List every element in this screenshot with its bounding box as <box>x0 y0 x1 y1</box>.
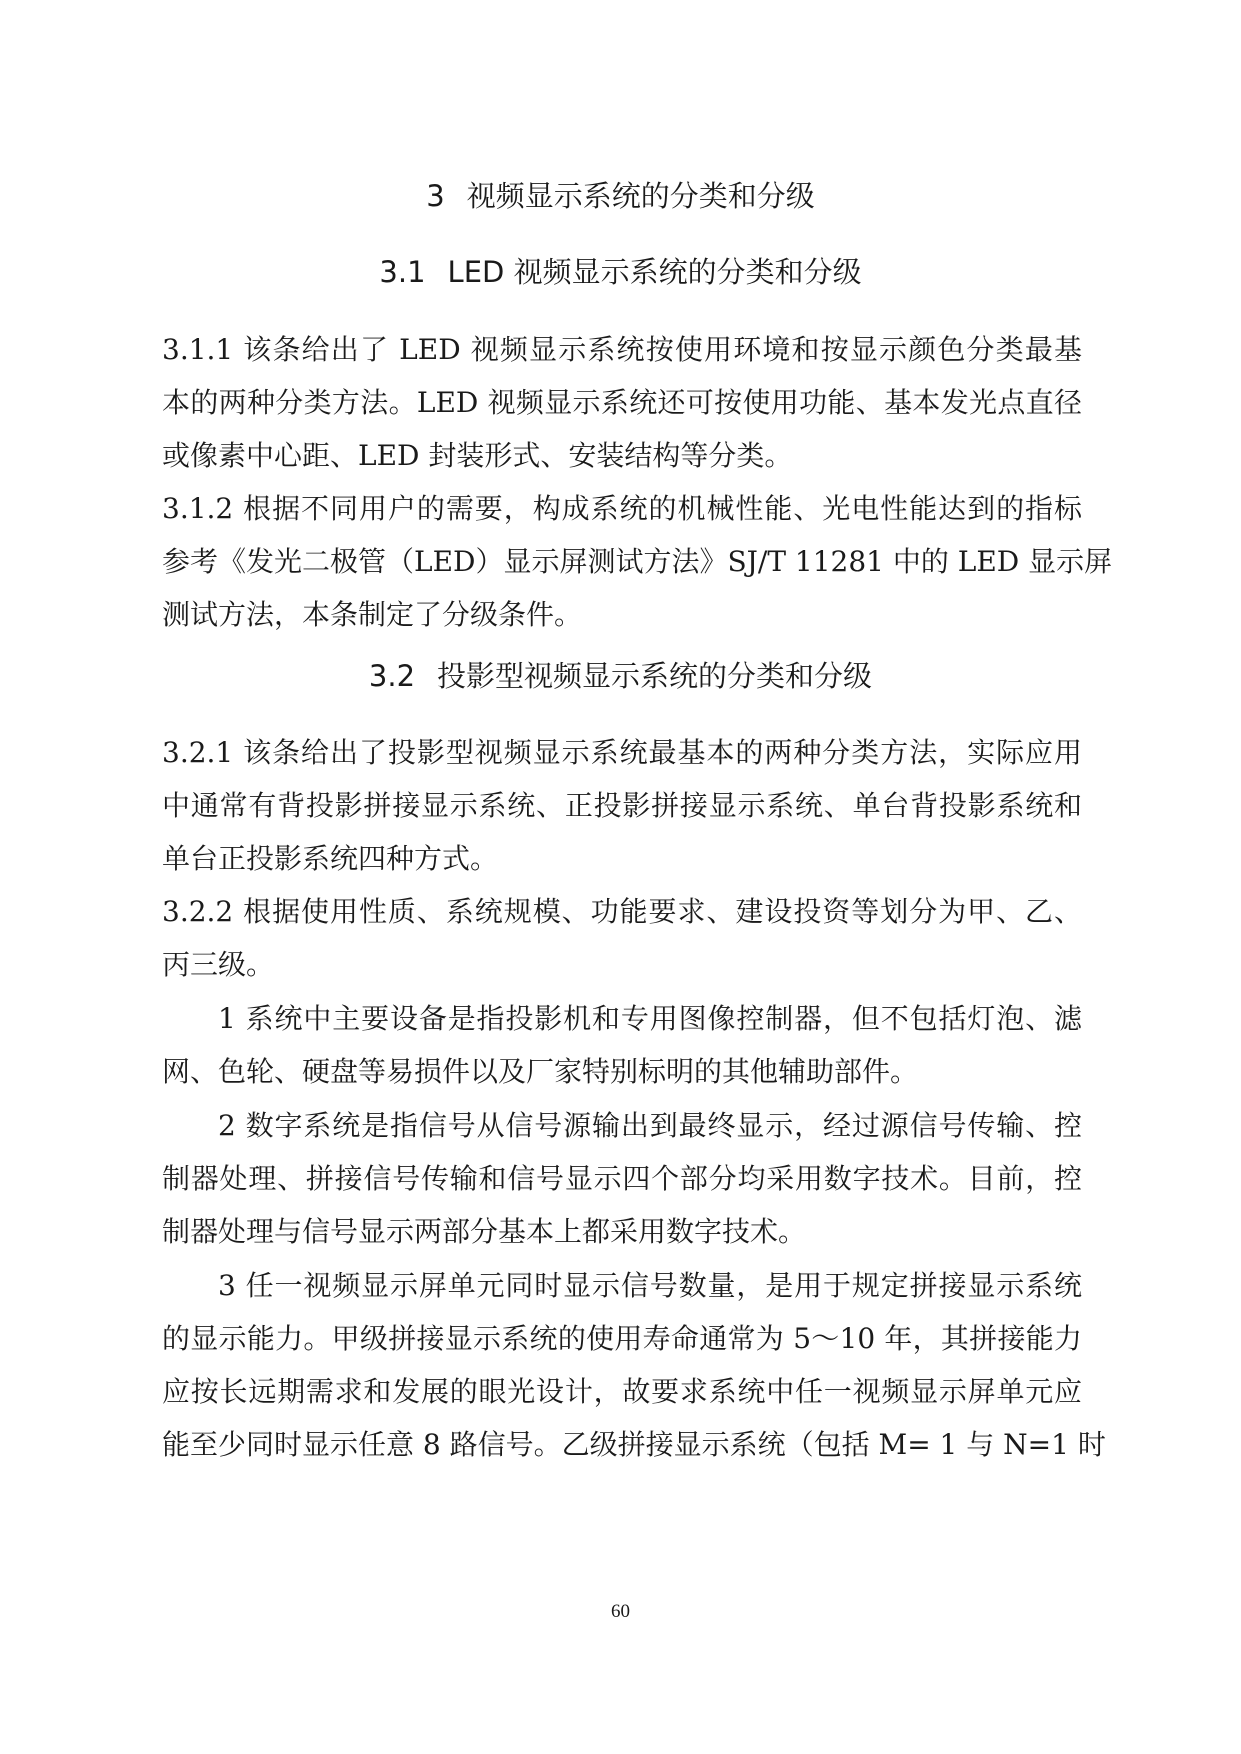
section-3-2-heading <box>0 656 1241 696</box>
section-3-2-title: 投影型视频显示系统的分类和分级 <box>437 659 873 693</box>
item-3-line: 3 任一视频显示屏单元同时显示信号数量，是用于规定拼接显示系统 <box>218 1269 1082 1302</box>
clause-3-1-1-line: 或像素中心距、LED 封装形式、安装结构等分类。 <box>162 439 793 472</box>
chapter-heading <box>0 176 1241 216</box>
section-3-1-number: 3.1 <box>379 255 426 289</box>
item-2-line: 制器处理与信号显示两部分基本上都采用数字技术。 <box>162 1215 807 1248</box>
clause-3-1-1-line: 本的两种分类方法。LED 视频显示系统还可按使用功能、基本发光点直径 <box>162 386 1082 419</box>
item-3-line: 的显示能力。甲级拼接显示系统的使用寿命通常为 5～10 年，其拼接能力 <box>162 1322 1082 1355</box>
item-1-line: 1 系统中主要设备是指投影机和专用图像控制器，但不包括灯泡、滤 <box>218 1002 1082 1035</box>
item-2-line: 2 数字系统是指信号从信号源输出到最终显示，经过源信号传输、控 <box>218 1109 1082 1142</box>
clause-3-2-2-line: 丙三级。 <box>162 948 275 981</box>
item-2-line: 制器处理、拼接信号传输和信号显示四个部分均采用数字技术。目前，控 <box>162 1162 1082 1195</box>
page-number: 60 <box>611 1601 630 1622</box>
clause-3-1-2-line: 测试方法，本条制定了分级条件。 <box>162 598 583 631</box>
chapter-number: 3 <box>426 179 445 213</box>
clause-3-1-2-line: 3.1.2 根据不同用户的需要，构成系统的机械性能、光电性能达到的指标 <box>162 492 1082 525</box>
clause-3-2-1-line: 3.2.1 该条给出了投影型视频显示系统最基本的两种分类方法，实际应用 <box>162 736 1082 769</box>
clause-3-1-1-line: 3.1.1 该条给出了 LED 视频显示系统按使用环境和按显示颜色分类最基 <box>162 333 1082 366</box>
item-1-line: 网、色轮、硬盘等易损件以及厂家特别标明的其他辅助部件。 <box>162 1055 919 1088</box>
section-3-1-title: LED 视频显示系统的分类和分级 <box>447 255 862 289</box>
chapter-title: 视频显示系统的分类和分级 <box>466 179 815 213</box>
clause-3-2-2-line: 3.2.2 根据使用性质、系统规模、功能要求、建设投资等划分为甲、乙、 <box>162 895 1082 928</box>
section-3-2-number: 3.2 <box>368 659 416 693</box>
clause-3-2-1-line: 单台正投影系统四种方式。 <box>162 842 499 875</box>
clause-3-1-2-line: 参考《发光二极管（LED）显示屏测试方法》SJ/T 11281 中的 LED 显示屏 <box>162 545 1113 578</box>
section-3-1-heading <box>0 252 1241 292</box>
item-3-line: 应按长远期需求和发展的眼光设计，故要求系统中任一视频显示屏单元应 <box>162 1375 1082 1408</box>
item-3-line: 能至少同时显示任意 8 路信号。乙级拼接显示系统（包括 M= 1 与 N=1 时 <box>162 1428 1106 1461</box>
clause-3-2-1-line: 中通常有背投影拼接显示系统、正投影拼接显示系统、单台背投影系统和 <box>162 789 1082 822</box>
